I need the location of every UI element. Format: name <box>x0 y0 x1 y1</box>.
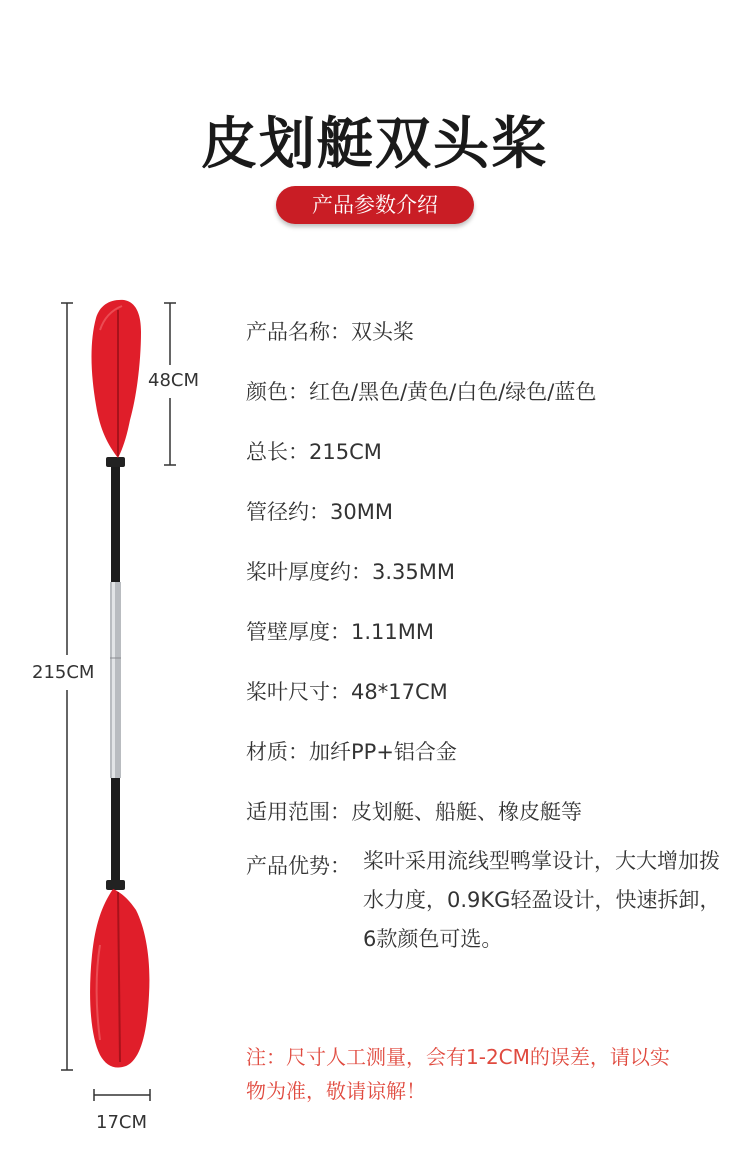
spec-value: 1.11MM <box>351 620 434 644</box>
spec-label: 管壁厚度： <box>246 620 351 644</box>
spec-label: 适用范围： <box>246 800 351 824</box>
advantage-text: 桨叶采用流线型鸭掌设计，大大增加拨水力度，0.9KG轻盈设计，快速拆卸，6款颜色可选。 <box>363 849 721 951</box>
spec-row-usage <box>246 796 582 826</box>
spec-row-material <box>246 736 457 766</box>
shaft-lower-grip <box>111 778 120 888</box>
paddle-illustration <box>0 0 240 1169</box>
spec-label: 桨叶厚度约： <box>246 560 372 584</box>
total-length-dimension-line <box>61 303 73 1070</box>
page-title: 皮划艇双头桨 <box>201 112 549 177</box>
spec-row-total-length <box>246 436 382 466</box>
spec-value: 双头桨 <box>351 320 414 344</box>
spec-value: 3.35MM <box>372 560 455 584</box>
spec-value: 皮划艇、船艇、橡皮艇等 <box>351 800 582 824</box>
paddle-blade-top <box>92 300 142 458</box>
spec-row-colors <box>246 376 596 406</box>
spec-value: 215CM <box>309 440 382 464</box>
spec-row-tube-diameter <box>246 496 393 526</box>
blade-width-dimension-line <box>94 1089 150 1101</box>
spec-label: 管径约： <box>246 500 330 524</box>
paddle-blade-bottom <box>90 889 149 1068</box>
measurement-note: 注：尺寸人工测量，会有1-2CM的误差，请以实物为准，敬请谅解！ <box>246 1045 670 1103</box>
shaft-upper-grip <box>111 462 120 582</box>
spec-label: 材质： <box>246 740 309 764</box>
spec-label: 颜色： <box>246 380 309 404</box>
spec-row-blade-size <box>246 676 448 706</box>
spec-label: 桨叶尺寸： <box>246 680 351 704</box>
spec-label: 产品名称： <box>246 320 351 344</box>
section-badge: 产品参数介绍 <box>276 186 474 224</box>
spec-value: 加纤PP+铝合金 <box>309 740 457 764</box>
spec-value: 红色/黑色/黄色/白色/绿色/蓝色 <box>309 380 597 404</box>
spec-row-product-name <box>246 316 414 346</box>
spec-value: 48*17CM <box>351 680 448 704</box>
total-length-label: 215CM <box>32 662 95 683</box>
blade-length-label: 48CM <box>148 370 200 391</box>
spec-row-wall-thickness <box>246 616 434 646</box>
shaft-aluminium <box>110 582 121 778</box>
spec-value: 30MM <box>330 500 393 524</box>
advantage-label: 产品优势： <box>246 854 351 878</box>
blade-width-label: 17CM <box>96 1112 148 1133</box>
spec-row-blade-thickness <box>246 556 455 586</box>
spec-label: 总长： <box>246 440 309 464</box>
